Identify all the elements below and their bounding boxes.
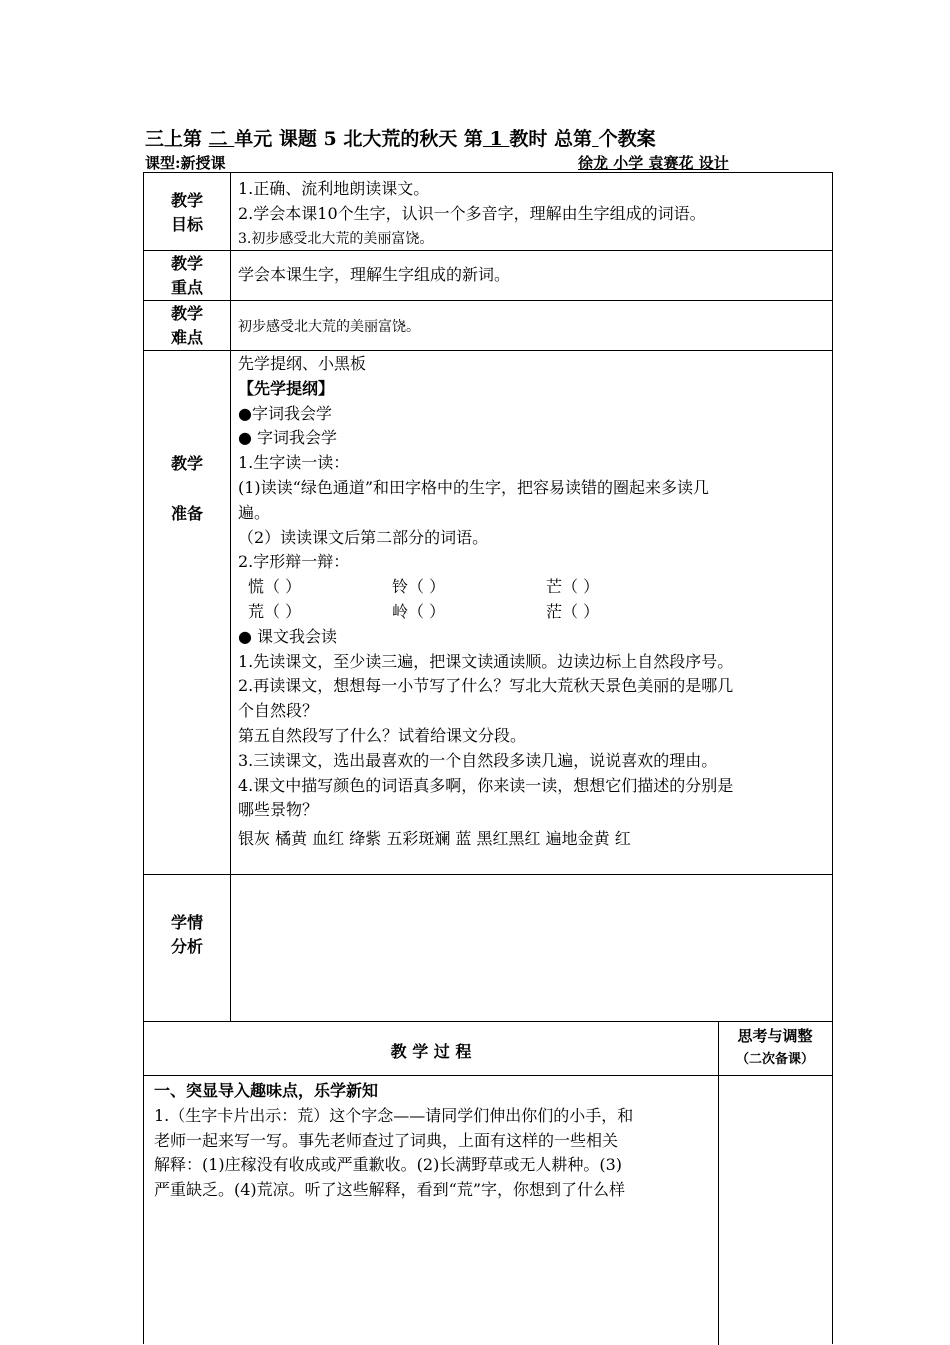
prep-line: 2.再读课文，想想每一小节写了什么？写北大荒秋天景色美丽的是哪几 [238,676,734,696]
objectives-label: 教学 目标 [170,191,203,234]
prep-line: 第五自然段写了什么？试着给课文分段。 [238,725,527,745]
char-compare-row: 慌（ ） 铃（ ） 芒（ ） [248,577,600,597]
title-total: 教时 总第 [509,128,593,150]
objective-line: 1.正确、流利地朗读课文。 [238,179,430,198]
prep-line: ●字词我会学 [238,403,332,423]
prep-line: (1)读读“绿色通道”和田字格中的生字，把容易读错的圈起来多读几 [238,477,710,497]
prep-line: 2.字形辩一辩： [238,552,350,572]
preparation-label: 教学 准备 [170,454,203,523]
process-line: 严重缺乏。(4)荒凉。听了这些解释，看到“荒”字，你想到了什么样 [154,1180,626,1200]
prep-line: ● 课文我会读 [238,626,338,646]
unit-number: 二 [208,128,235,150]
title-lesson: 单元 课题 5 北大荒的秋天 第 [234,128,483,150]
prep-line: 哪些景物？ [238,800,319,820]
difficulties-content: 初步感受北大荒的美丽富饶。 [238,319,420,335]
course-type: 课型:新授课 [145,154,226,172]
preparation-content [238,352,733,852]
process-line: 老师一起来写一写。事先老师查过了词典，上面有这样的一些相关 [154,1130,619,1150]
process-line: 1.（生字卡片出示：荒）这个字念——请同学们伸出你们的小手，和 [154,1105,634,1125]
reflection-header: 思考与调整 （二次备课） [735,1027,814,1067]
prep-heading: 【先学提纲】 [238,378,335,398]
row-divider [144,350,832,351]
prep-line: 个自然段？ [238,701,319,721]
column-divider [230,173,231,1021]
process-line: 解释：(1)庄稼没有收成或严重歉收。(2)长满野草或无人耕种。(3) [154,1155,622,1175]
char-compare-row: 荒（ ） 岭（ ） 茫（ ） [248,601,600,621]
designer: 徐龙 小学 袁赛花 设计 [578,154,729,172]
color-words: 银灰 橘黄 血红 绛紫 五彩斑斓 蓝 黑红黑红 遍地金黄 红 [238,829,631,849]
total-number [592,128,599,150]
process-body [154,1079,724,1203]
lesson-number: 1 [482,128,510,150]
row-divider [144,1075,832,1076]
prep-line: 遍。 [238,502,271,522]
difficulties-label: 教学 难点 [170,304,203,347]
prep-line: ● 字词我会学 [238,428,338,448]
prep-line: 3.三读课文，选出最喜欢的一个自然段多读几遍，说说喜欢的理由。 [238,750,718,770]
objectives-content [238,177,706,251]
row-divider [144,874,832,875]
subtitle-line [145,152,805,172]
lesson-plan-table [143,172,833,1344]
process-heading: 一、突显导入趣味点，乐学新知 [154,1081,379,1100]
analysis-label: 学情 分析 [170,913,203,956]
key-points-content: 学会本课生字，理解生字组成的新词。 [238,265,511,284]
prep-line: 4.课文中描写颜色的词语真多啊，你来读一读，想想它们描述的分别是 [238,775,734,795]
process-title: 教 学 过 程 [390,1042,472,1061]
prep-line: 1.生字读一读： [238,453,350,473]
prep-line: 先学提纲、小黑板 [238,354,367,373]
row-divider [144,300,832,301]
page-title [145,124,825,151]
objective-line: 2.学会本课10个生字，认识一个多音字，理解由生字组成的词语。 [238,203,706,223]
title-prefix: 三上第 [145,128,209,150]
key-points-label: 教学 重点 [170,254,203,297]
objective-line: 3.初步感受北大荒的美丽富饶。 [238,230,434,247]
title-suffix: 个教案 [598,128,656,150]
prep-line: 1.先读课文，至少读三遍，把课文读通读顺。边读边标上自然段序号。 [238,651,734,671]
row-divider [144,1021,832,1022]
prep-line: （2）读读课文后第二部分的词语。 [238,527,489,547]
